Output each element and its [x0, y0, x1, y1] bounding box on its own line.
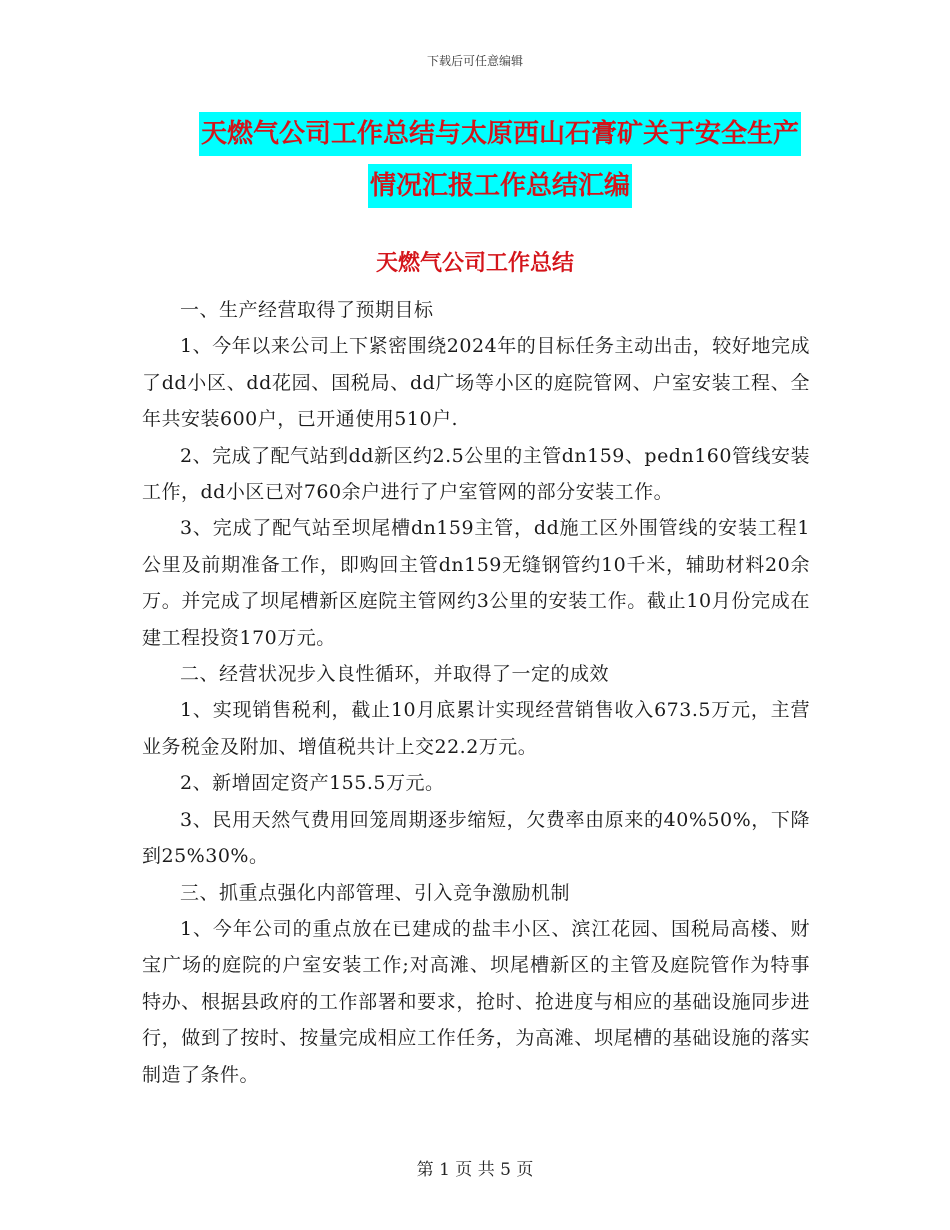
paragraph: 3、民用天然气费用回笼周期逐步缩短，欠费率由原来的40%50%，下降到25%30%。: [142, 808, 810, 868]
paragraph: 1、今年公司的重点放在已建成的盐丰小区、滨江花园、国税局高楼、财宝广场的庭院的户室安装工作;对高滩、坝尾槽新区的主管及庭院管作为特事特办、根据县政府的工作部署和要求，抢时、抢进度与相应的基础设施同步进行，做到了按时、按量完成相应工作任务，为高滩、坝尾槽的基础设施的落实制造了条件。: [142, 917, 810, 1086]
section-heading: 天燃气公司工作总结: [375, 251, 574, 276]
page-header: 下载后可任意编辑: [426, 54, 523, 68]
paragraph: 1、今年以来公司上下紧密围绕2024年的目标任务主动出击，较好地完成了dd小区、dd花园、国税局、dd广场等小区的庭院管网、户室安装工程、全年共安装600户，已开通使用510户.: [142, 335, 810, 431]
paragraph-heading-1: 一、生产经营取得了预期目标: [180, 299, 434, 321]
title-line-2: 情况汇报工作总结汇编: [368, 164, 632, 208]
paragraph: 2、完成了配气站到dd新区约2.5公里的主管dn159、pedn160管线安装工作，dd小区已对760余户进行了户室管网的部分安装工作。: [142, 444, 810, 504]
document-title: [140, 108, 860, 212]
paragraph-heading-2: 二、经营状况步入良性循环，并取得了一定的成效: [180, 663, 610, 686]
title-line-1: 天燃气公司工作总结与太原西山石膏矿关于安全生产: [199, 112, 801, 156]
page-number: 第 1 页 共 5 页: [416, 1160, 534, 1180]
document-body: [142, 292, 810, 1093]
paragraph: 1、实现销售税利，截止10月底累计实现经营销售收入673.5万元，主营业务税金及附加、增值税共计上交22.2万元。: [142, 699, 810, 758]
paragraph-heading-3: 三、抓重点强化内部管理、引入竞争激励机制: [180, 881, 571, 904]
paragraph: 2、新增固定资产155.5万元。: [180, 772, 445, 795]
paragraph: 3、完成了配气站至坝尾槽dn159主管，dd施工区外围管线的安装工程1公里及前期准备工作，即购回主管dn159无缝钢管约10千米，辅助材料20余万。并完成了坝尾槽新区庭院主管网约3公里的安装工作。截止10月份完成在建工程投资170万元。: [142, 517, 810, 649]
